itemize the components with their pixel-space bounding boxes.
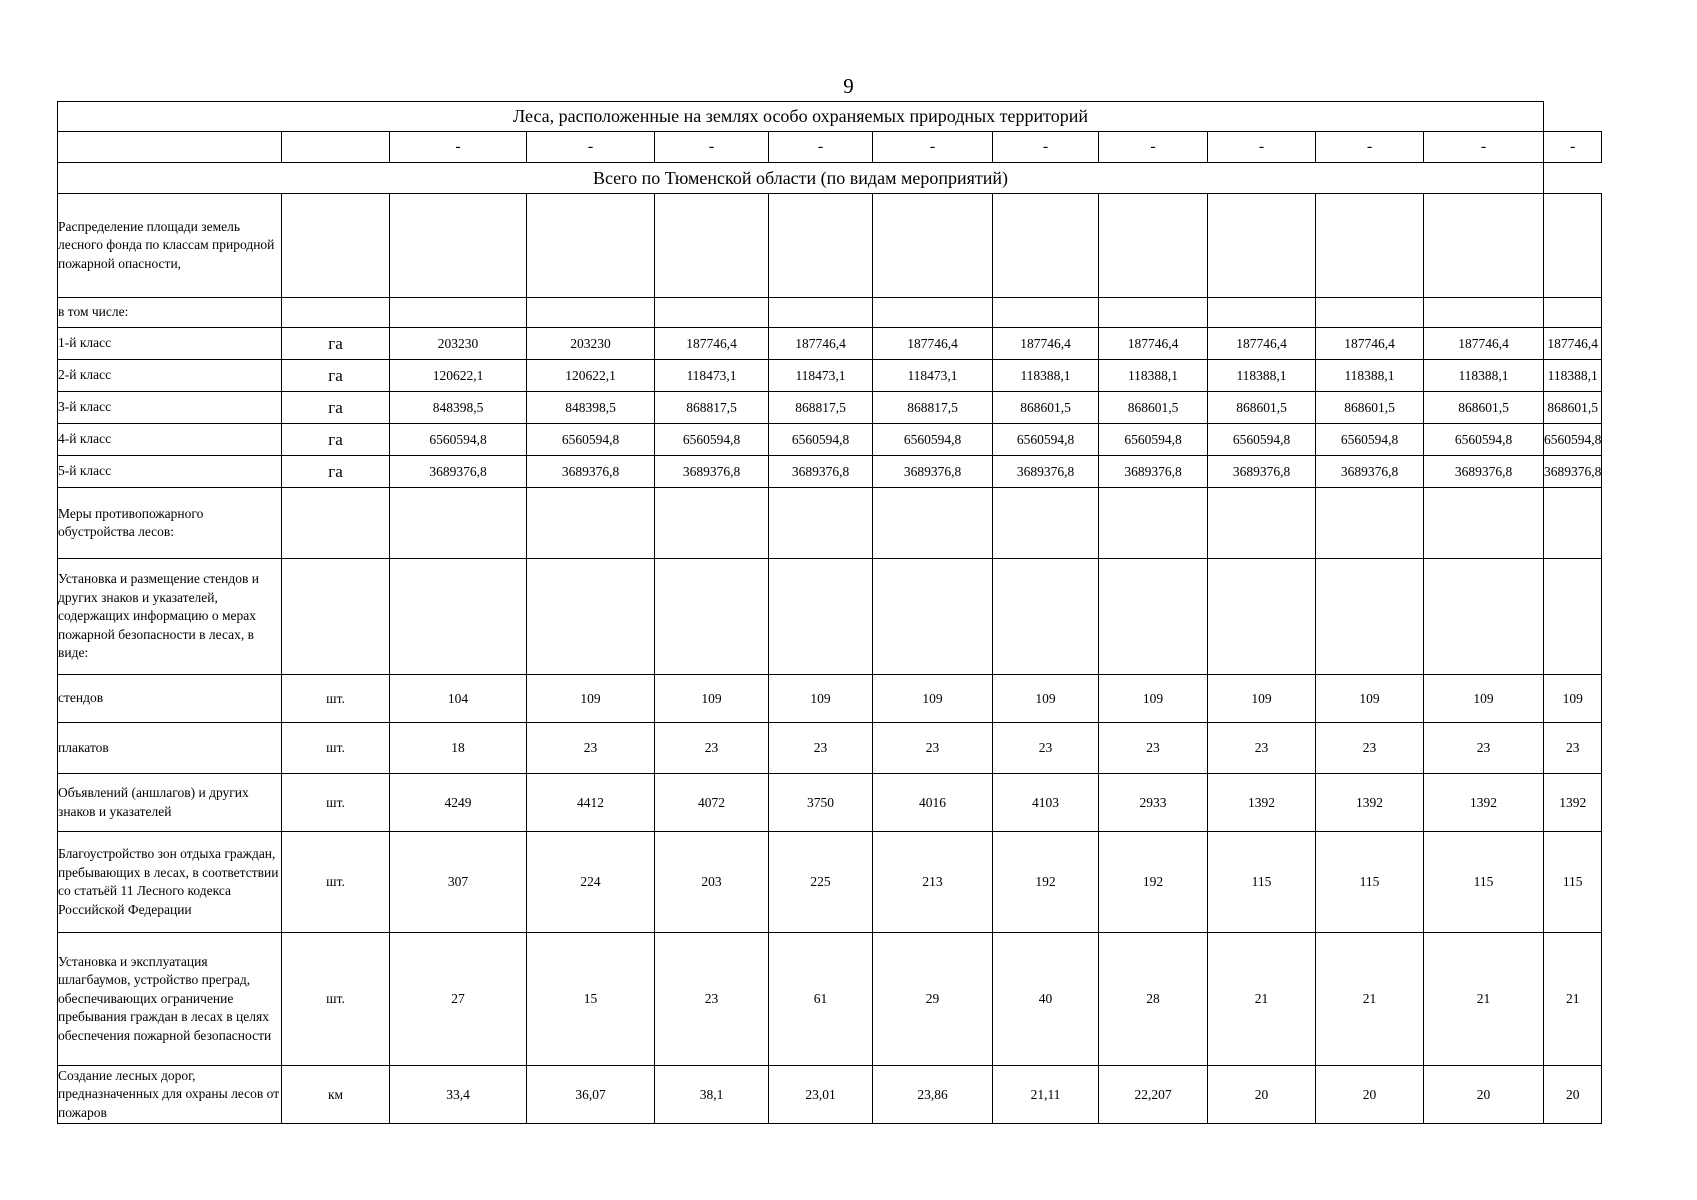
total-title: Всего по Тюменской области (по видам мероприятий) <box>58 163 1544 194</box>
value-cell <box>993 298 1099 328</box>
value-cell: 187746,4 <box>873 328 993 360</box>
row-label: 2-й класс <box>58 360 282 392</box>
value-cell: 187746,4 <box>769 328 873 360</box>
row-label: 1-й класс <box>58 328 282 360</box>
value-cell: 4412 <box>527 774 655 832</box>
value-cell: 109 <box>655 675 769 723</box>
value-cell: 22,207 <box>1099 1066 1208 1124</box>
table-row <box>58 774 1602 832</box>
value-cell: 224 <box>527 832 655 933</box>
value-cell: 109 <box>1424 675 1544 723</box>
dash-cell: - <box>390 132 527 163</box>
table-row <box>58 1066 1602 1124</box>
value-cell: 20 <box>1544 1066 1602 1124</box>
row-unit: шт. <box>282 933 390 1066</box>
dash-row-label <box>58 132 282 163</box>
value-cell: 118473,1 <box>873 360 993 392</box>
dash-cell: - <box>769 132 873 163</box>
row-unit: га <box>282 456 390 488</box>
value-cell <box>655 298 769 328</box>
total-title-row <box>58 163 1602 194</box>
value-cell: 187746,4 <box>1208 328 1316 360</box>
table-row <box>58 392 1602 424</box>
value-cell <box>390 559 527 675</box>
section-title: Леса, расположенные на землях особо охраняемых природных территорий <box>58 102 1544 132</box>
value-cell: 23 <box>1099 723 1208 774</box>
value-cell: 21 <box>1424 933 1544 1066</box>
row-label: 4-й класс <box>58 424 282 456</box>
value-cell: 4103 <box>993 774 1099 832</box>
value-cell: 6560594,8 <box>390 424 527 456</box>
row-unit: га <box>282 424 390 456</box>
value-cell: 118473,1 <box>655 360 769 392</box>
table-row <box>58 933 1602 1066</box>
value-cell: 187746,4 <box>1424 328 1544 360</box>
row-label: 5-й класс <box>58 456 282 488</box>
value-cell <box>1208 298 1316 328</box>
value-cell <box>527 194 655 298</box>
value-cell <box>1099 194 1208 298</box>
value-cell: 21 <box>1544 933 1602 1066</box>
row-unit: га <box>282 328 390 360</box>
fire-safety-table <box>57 101 1602 1124</box>
value-cell: 33,4 <box>390 1066 527 1124</box>
value-cell: 192 <box>993 832 1099 933</box>
value-cell <box>993 559 1099 675</box>
value-cell <box>769 194 873 298</box>
value-cell <box>655 488 769 559</box>
value-cell <box>390 298 527 328</box>
dash-cell: - <box>1208 132 1316 163</box>
value-cell: 3689376,8 <box>390 456 527 488</box>
value-cell: 3689376,8 <box>1099 456 1208 488</box>
row-label: 3-й класс <box>58 392 282 424</box>
row-label: Благоустройство зон отдыха граждан, пребывающих в лесах, в соответствии со статьёй 11 Лесного кодекса Российской Федерации <box>58 832 282 933</box>
value-cell <box>1424 298 1544 328</box>
row-label: стендов <box>58 675 282 723</box>
value-cell: 187746,4 <box>655 328 769 360</box>
value-cell: 6560594,8 <box>1544 424 1602 456</box>
row-label: плакатов <box>58 723 282 774</box>
value-cell <box>769 559 873 675</box>
value-cell: 23 <box>769 723 873 774</box>
value-cell: 23 <box>655 933 769 1066</box>
value-cell: 213 <box>873 832 993 933</box>
value-cell: 868817,5 <box>655 392 769 424</box>
dash-cell: - <box>655 132 769 163</box>
value-cell <box>873 488 993 559</box>
dash-cell: - <box>993 132 1099 163</box>
value-cell <box>527 298 655 328</box>
value-cell <box>655 559 769 675</box>
value-cell: 118388,1 <box>1208 360 1316 392</box>
value-cell: 4072 <box>655 774 769 832</box>
row-label: Установка и эксплуатация шлагбаумов, устройство преград, обеспечивающих ограничение пребывания граждан в лесах в целях обеспечения пожарной безопасности <box>58 933 282 1066</box>
table-row <box>58 488 1602 559</box>
value-cell: 187746,4 <box>993 328 1099 360</box>
value-cell <box>1424 194 1544 298</box>
row-label: Объявлений (аншлагов) и других знаков и указателей <box>58 774 282 832</box>
value-cell <box>655 194 769 298</box>
value-cell: 192 <box>1099 832 1208 933</box>
value-cell: 28 <box>1099 933 1208 1066</box>
value-cell: 6560594,8 <box>1099 424 1208 456</box>
value-cell <box>1099 298 1208 328</box>
dash-cell: - <box>873 132 993 163</box>
value-cell: 225 <box>769 832 873 933</box>
value-cell: 118388,1 <box>993 360 1099 392</box>
dash-cell: - <box>527 132 655 163</box>
value-cell: 6560594,8 <box>655 424 769 456</box>
value-cell: 3689376,8 <box>1424 456 1544 488</box>
value-cell <box>527 559 655 675</box>
row-label: в том числе: <box>58 298 282 328</box>
value-cell: 118473,1 <box>769 360 873 392</box>
dash-row-unit <box>282 132 390 163</box>
table-row <box>58 559 1602 675</box>
row-unit <box>282 194 390 298</box>
value-cell: 23 <box>873 723 993 774</box>
value-cell: 21 <box>1316 933 1424 1066</box>
value-cell <box>1316 488 1424 559</box>
dash-cell: - <box>1424 132 1544 163</box>
table-row <box>58 328 1602 360</box>
value-cell: 6560594,8 <box>527 424 655 456</box>
row-unit: га <box>282 360 390 392</box>
value-cell <box>769 488 873 559</box>
value-cell: 3750 <box>769 774 873 832</box>
row-label: Распределение площади земель лесного фонда по классам природной пожарной опасности, <box>58 194 282 298</box>
value-cell: 868817,5 <box>873 392 993 424</box>
value-cell: 23 <box>993 723 1099 774</box>
row-unit: га <box>282 392 390 424</box>
value-cell: 6560594,8 <box>1208 424 1316 456</box>
value-cell <box>1544 488 1602 559</box>
value-cell: 18 <box>390 723 527 774</box>
value-cell <box>873 194 993 298</box>
dash-cell: - <box>1316 132 1424 163</box>
value-cell: 27 <box>390 933 527 1066</box>
value-cell: 1392 <box>1424 774 1544 832</box>
value-cell: 109 <box>1316 675 1424 723</box>
value-cell: 868601,5 <box>1316 392 1424 424</box>
row-label: Меры противопожарного обустройства лесов: <box>58 488 282 559</box>
value-cell <box>1544 194 1602 298</box>
row-unit: шт. <box>282 774 390 832</box>
table-row <box>58 723 1602 774</box>
table-row <box>58 298 1602 328</box>
value-cell: 868601,5 <box>1099 392 1208 424</box>
value-cell <box>1544 559 1602 675</box>
value-cell <box>993 488 1099 559</box>
value-cell: 3689376,8 <box>873 456 993 488</box>
value-cell: 6560594,8 <box>1316 424 1424 456</box>
value-cell: 23,01 <box>769 1066 873 1124</box>
row-unit <box>282 488 390 559</box>
value-cell <box>1208 559 1316 675</box>
value-cell: 6560594,8 <box>769 424 873 456</box>
value-cell: 868601,5 <box>993 392 1099 424</box>
value-cell <box>993 194 1099 298</box>
value-cell: 2933 <box>1099 774 1208 832</box>
value-cell: 20 <box>1424 1066 1544 1124</box>
value-cell: 187746,4 <box>1099 328 1208 360</box>
value-cell <box>527 488 655 559</box>
table-row <box>58 832 1602 933</box>
value-cell: 118388,1 <box>1316 360 1424 392</box>
value-cell: 120622,1 <box>527 360 655 392</box>
value-cell: 3689376,8 <box>993 456 1099 488</box>
value-cell: 868601,5 <box>1424 392 1544 424</box>
value-cell: 203230 <box>527 328 655 360</box>
value-cell <box>769 298 873 328</box>
value-cell: 307 <box>390 832 527 933</box>
value-cell: 3689376,8 <box>1316 456 1424 488</box>
value-cell: 29 <box>873 933 993 1066</box>
table-row <box>58 194 1602 298</box>
value-cell: 115 <box>1208 832 1316 933</box>
table-row <box>58 675 1602 723</box>
value-cell: 203230 <box>390 328 527 360</box>
value-cell: 187746,4 <box>1316 328 1424 360</box>
value-cell <box>873 559 993 675</box>
value-cell: 61 <box>769 933 873 1066</box>
value-cell: 118388,1 <box>1099 360 1208 392</box>
value-cell: 3689376,8 <box>655 456 769 488</box>
table-row <box>58 424 1602 456</box>
value-cell: 868601,5 <box>1208 392 1316 424</box>
value-cell: 3689376,8 <box>1544 456 1602 488</box>
value-cell: 3689376,8 <box>527 456 655 488</box>
value-cell: 21 <box>1208 933 1316 1066</box>
value-cell: 23 <box>1424 723 1544 774</box>
value-cell: 187746,4 <box>1544 328 1602 360</box>
value-cell: 104 <box>390 675 527 723</box>
dash-cell: - <box>1099 132 1208 163</box>
value-cell: 23 <box>655 723 769 774</box>
row-unit: км <box>282 1066 390 1124</box>
section-title-row <box>58 102 1602 132</box>
value-cell <box>1099 488 1208 559</box>
value-cell: 23 <box>1208 723 1316 774</box>
row-unit: шт. <box>282 675 390 723</box>
value-cell <box>1208 488 1316 559</box>
value-cell: 109 <box>769 675 873 723</box>
value-cell: 15 <box>527 933 655 1066</box>
value-cell <box>1316 298 1424 328</box>
value-cell: 20 <box>1316 1066 1424 1124</box>
value-cell: 21,11 <box>993 1066 1099 1124</box>
value-cell: 3689376,8 <box>769 456 873 488</box>
value-cell <box>1316 194 1424 298</box>
value-cell: 203 <box>655 832 769 933</box>
value-cell <box>1099 559 1208 675</box>
value-cell: 20 <box>1208 1066 1316 1124</box>
value-cell <box>1316 559 1424 675</box>
value-cell: 109 <box>527 675 655 723</box>
value-cell: 6560594,8 <box>1424 424 1544 456</box>
value-cell <box>1544 298 1602 328</box>
value-cell: 4249 <box>390 774 527 832</box>
value-cell: 109 <box>873 675 993 723</box>
value-cell: 38,1 <box>655 1066 769 1124</box>
value-cell: 115 <box>1316 832 1424 933</box>
value-cell: 40 <box>993 933 1099 1066</box>
value-cell: 109 <box>1099 675 1208 723</box>
value-cell: 848398,5 <box>390 392 527 424</box>
row-label: Установка и размещение стендов и других знаков и указателей, содержащих информацию о мерах пожарной безопасности в лесах, в виде: <box>58 559 282 675</box>
row-unit <box>282 298 390 328</box>
value-cell: 23 <box>527 723 655 774</box>
value-cell: 23 <box>1316 723 1424 774</box>
value-cell: 23 <box>1544 723 1602 774</box>
row-unit: шт. <box>282 832 390 933</box>
value-cell: 848398,5 <box>527 392 655 424</box>
value-cell: 868817,5 <box>769 392 873 424</box>
table-row <box>58 360 1602 392</box>
value-cell <box>873 298 993 328</box>
value-cell: 1392 <box>1208 774 1316 832</box>
page-number: 9 <box>843 74 854 98</box>
table-row <box>58 456 1602 488</box>
value-cell: 109 <box>1208 675 1316 723</box>
value-cell: 868601,5 <box>1544 392 1602 424</box>
table-body <box>58 102 1602 1124</box>
value-cell <box>390 194 527 298</box>
value-cell: 109 <box>993 675 1099 723</box>
value-cell <box>1424 488 1544 559</box>
dash-row <box>58 132 1602 163</box>
value-cell: 120622,1 <box>390 360 527 392</box>
value-cell: 1392 <box>1544 774 1602 832</box>
row-label: Создание лесных дорог, предназначенных для охраны лесов от пожаров <box>58 1066 282 1124</box>
value-cell <box>1424 559 1544 675</box>
value-cell: 36,07 <box>527 1066 655 1124</box>
value-cell: 4016 <box>873 774 993 832</box>
value-cell: 109 <box>1544 675 1602 723</box>
value-cell: 6560594,8 <box>873 424 993 456</box>
row-unit <box>282 559 390 675</box>
value-cell: 115 <box>1544 832 1602 933</box>
value-cell: 115 <box>1424 832 1544 933</box>
value-cell <box>390 488 527 559</box>
value-cell: 3689376,8 <box>1208 456 1316 488</box>
value-cell: 6560594,8 <box>993 424 1099 456</box>
dash-cell: - <box>1544 132 1602 163</box>
value-cell: 118388,1 <box>1544 360 1602 392</box>
value-cell: 23,86 <box>873 1066 993 1124</box>
value-cell <box>1208 194 1316 298</box>
value-cell: 118388,1 <box>1424 360 1544 392</box>
row-unit: шт. <box>282 723 390 774</box>
value-cell: 1392 <box>1316 774 1424 832</box>
